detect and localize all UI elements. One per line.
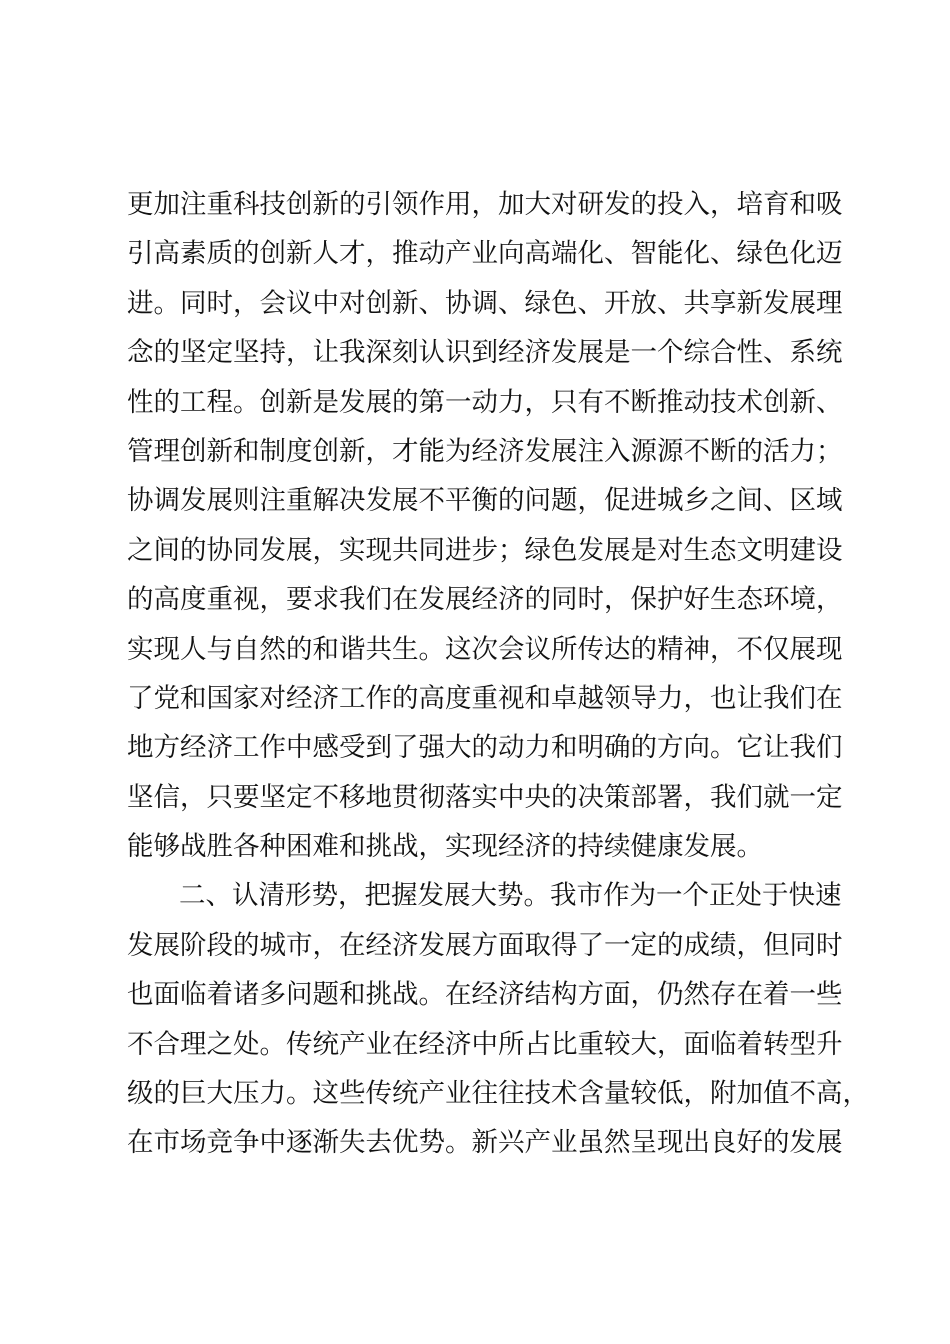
text-line: 能够战胜各种困难和挑战，实现经济的持续健康发展。 bbox=[127, 831, 763, 863]
section-heading-line: 二、认清形势，把握发展大势。我市作为一个正处于快速 bbox=[179, 880, 842, 912]
text-line: 引高素质的创新人才，推动产业向高端化、智能化、绿色化迈 bbox=[127, 238, 843, 270]
text-line: 进。同时，会议中对创新、协调、绿色、开放、共享新发展理 bbox=[127, 287, 843, 319]
text-line: 管理创新和制度创新，才能为经济发展注入源源不断的活力； bbox=[127, 435, 843, 467]
text-line: 更加注重科技创新的引领作用，加大对研发的投入，培育和吸 bbox=[127, 189, 843, 220]
text-line: 不合理之处。传统产业在经济中所占比重较大，面临着转型升 bbox=[127, 1028, 843, 1060]
text-line: 坚信，只要坚定不移地贯彻落实中央的决策部署，我们就一定 bbox=[127, 781, 843, 813]
text-line: 级的巨大压力。这些传统产业往往技术含量较低，附加值不高， bbox=[127, 1078, 869, 1110]
body-text bbox=[127, 180, 869, 1168]
text-line: 念的坚定坚持，让我深刻认识到经济发展是一个综合性、系统 bbox=[127, 337, 843, 369]
text-line: 了党和国家对经济工作的高度重视和卓越领导力，也让我们在 bbox=[127, 682, 843, 714]
text-line: 协调发展则注重解决发展不平衡的问题，促进城乡之间、区域 bbox=[127, 485, 843, 517]
text-line: 发展阶段的城市，在经济发展方面取得了一定的成绩，但同时 bbox=[127, 929, 843, 961]
text-line: 性的工程。创新是发展的第一动力，只有不断推动技术创新、 bbox=[127, 386, 843, 418]
text-line: 之间的协同发展，实现共同进步；绿色发展是对生态文明建设 bbox=[127, 534, 843, 566]
text-line: 也面临着诸多问题和挑战。在经济结构方面，仍然存在着一些 bbox=[127, 979, 843, 1011]
text-line: 在市场竞争中逐渐失去优势。新兴产业虽然呈现出良好的发展 bbox=[127, 1127, 843, 1159]
text-line: 的高度重视，要求我们在发展经济的同时，保护好生态环境， bbox=[127, 584, 843, 616]
text-line: 地方经济工作中感受到了强大的动力和明确的方向。它让我们 bbox=[127, 732, 843, 764]
text-line: 实现人与自然的和谐共生。这次会议所传达的精神，不仅展现 bbox=[127, 633, 843, 665]
